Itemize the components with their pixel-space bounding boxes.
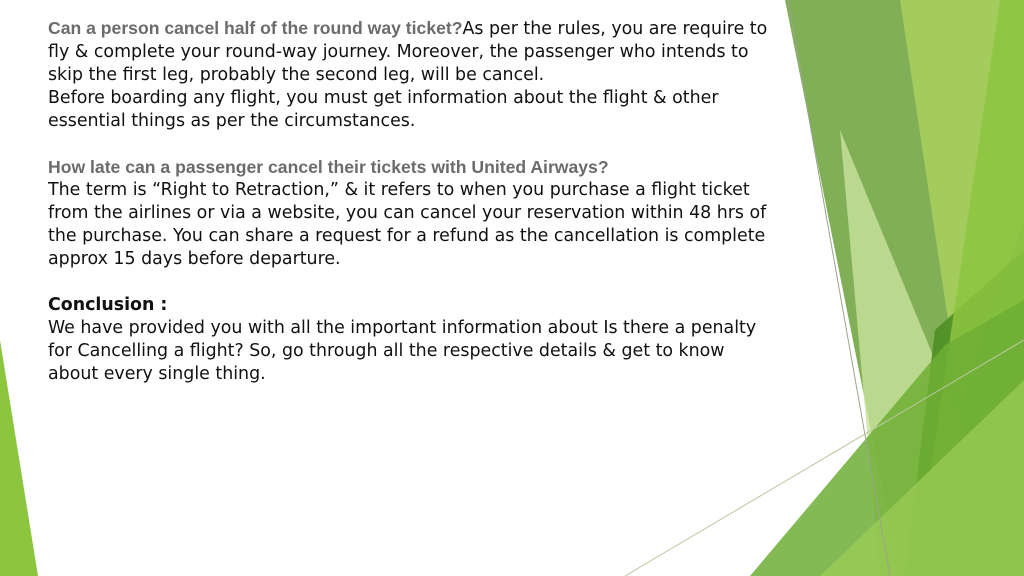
slide-text-body xyxy=(48,17,768,386)
left-green-sliver xyxy=(0,340,38,576)
question-2: How late can a passenger cancel their tickets with United Airways? xyxy=(48,157,609,177)
section1-paragraph xyxy=(48,17,768,87)
conclusion-heading: Conclusion : xyxy=(48,295,168,315)
answer-2: The term is “Right to Retraction,” & it refers to when you purchase a flight ticket from the airlines or via a website, you can cancel your reservation within 48 hrs of the purchase. You can share a request for a refund as the cancellation is complete approx 15 days before departure. xyxy=(48,180,767,269)
section1-paragraph-2: Before boarding any flight, you must get information about the flight & other essential things as per the circumstances. xyxy=(48,88,719,131)
answer-1: As per the rules, you are require to fly & complete your round-way journey. Moreover, the passenger who intends to skip the first leg, probably the second leg, will be cancel. xyxy=(48,19,768,85)
question-1: Can a person cancel half of the round way ticket? xyxy=(48,18,463,38)
conclusion-text: We have provided you with all the important information about Is there a penalty for Cancelling a flight? So, go through all the respective details & get to know about every single thing. xyxy=(48,318,757,384)
